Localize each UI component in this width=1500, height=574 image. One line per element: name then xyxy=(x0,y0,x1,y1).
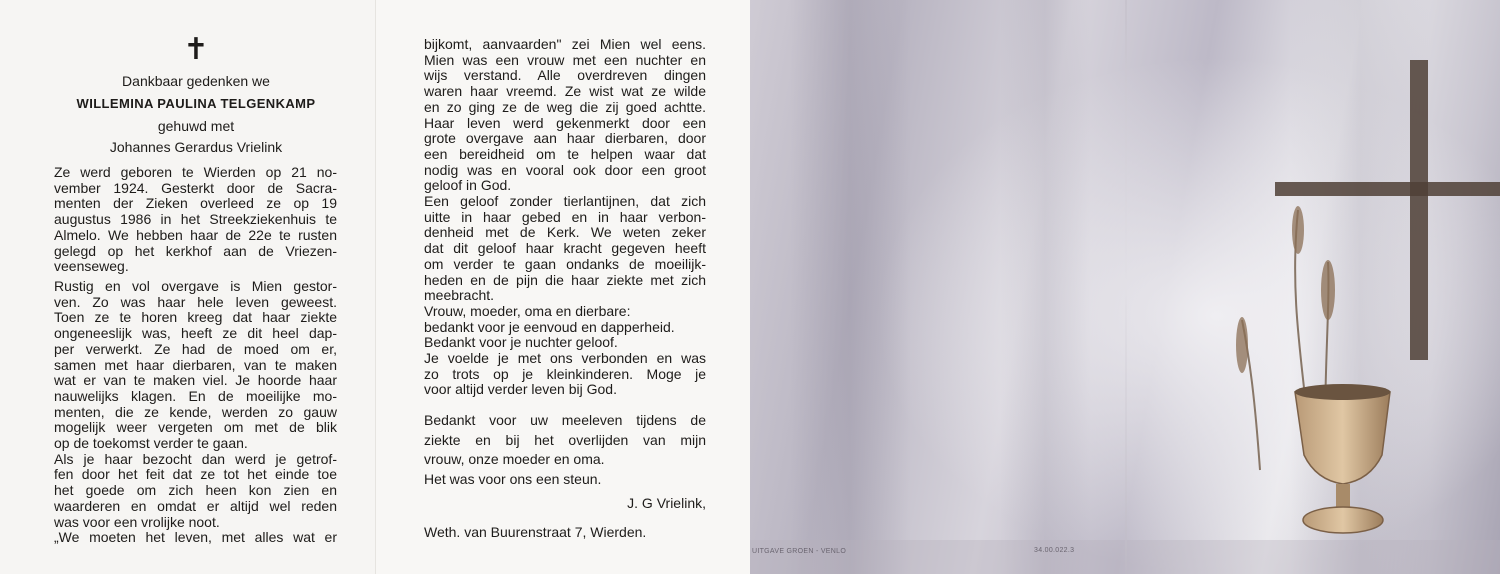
text-line: ven. Zo was haar hele leven geweest. xyxy=(54,293,337,310)
text-line: Bedankt voor je nuchter geloof. xyxy=(424,334,618,351)
text-line: was voor een vrolijke noot. xyxy=(54,513,220,530)
married-label: gehuwd met xyxy=(157,118,235,134)
text-line: Mien was een vrouw met een nuchter en xyxy=(424,51,706,68)
text-line: waren haar vreemd. Ze wist wat ze wilde xyxy=(424,83,706,100)
text-line: wijs verstand. Alle overdreven dingen xyxy=(424,67,706,84)
text-line: nodig was en vooral ook door een groot xyxy=(424,161,706,178)
product-code: 34.00.022.3 xyxy=(1034,547,1075,554)
text-line: per verwerkt. Ze had de moed om er, xyxy=(54,340,337,357)
text-line: Rustig en vol overgave is Mien gestor- xyxy=(54,278,337,294)
text-line: Als je haar bezocht dan werd je getrof- xyxy=(54,450,337,467)
text-line: voor altijd verder leven bij God. xyxy=(424,381,617,398)
text-line: Vrouw, moeder, oma en dierbare: xyxy=(424,302,631,319)
text-line: zo trots op je kleinkinderen. Moge je xyxy=(424,365,706,382)
text-line: uitte in haar gebed en in haar verbon- xyxy=(424,208,706,225)
thanks-paragraph xyxy=(424,411,706,489)
text-line: Haar leven werd gekenmerkt door een xyxy=(424,114,706,131)
text-line: nauwelijks klagen. En de moeilijke mo- xyxy=(54,387,337,404)
text-line: op de toekomst verder te gaan. xyxy=(54,435,248,452)
text-line: menten, die ze kende, werden zo gauw xyxy=(54,403,337,420)
spouse-name: Johannes Gerardus Vrielink xyxy=(109,139,283,155)
text-line: ongeneeslijk was, heeft ze dit heel dap- xyxy=(54,325,337,342)
address: Weth. van Buurenstraat 7, Wierden. xyxy=(424,524,647,540)
publisher-imprint: UITGAVE GROEN - VENLO xyxy=(752,548,847,555)
text-line: Almelo. We hebben haar de 22e te rusten xyxy=(54,226,337,243)
text-line: waarderen en omdat er altijd wel reden xyxy=(54,497,337,514)
text-line: samen met haar dierbaren, van te maken xyxy=(54,356,337,373)
text-line: Toen ze te horen kreeg dat haar ziekte xyxy=(54,309,337,326)
text-line: ziekte en bij het overlijden van mijn xyxy=(424,431,706,448)
text-line: Ze werd geboren te Wierden op 21 no- xyxy=(54,164,337,180)
text-line: heden en de pijn die haar ziekte met zich xyxy=(424,271,706,288)
right-page xyxy=(375,0,750,574)
intro-line: Dankbaar gedenken we xyxy=(122,73,270,89)
text-line: augustus 1986 in het Streekziekenhuis te xyxy=(54,211,337,228)
text-line: Een geloof zonder tierlantijnen, dat zich xyxy=(424,193,706,210)
text-line: bijkomt, aanvaarden" zei Mien wel eens. xyxy=(424,36,706,52)
cross-vertical-beam xyxy=(1410,60,1428,360)
text-line: het goede om zich heen kon zien en xyxy=(54,482,337,499)
text-line: een bereidheid om te helpen waar dat xyxy=(424,145,706,162)
text-line: „We moeten het leven, met alles wat er xyxy=(54,529,337,546)
text-line: dat dit geloof haar kracht gegeven heeft xyxy=(424,240,706,257)
text-line: vember 1924. Gesterkt door de Sacra- xyxy=(54,179,337,196)
text-line: mogelijk weer vergeten om met de blik xyxy=(54,419,337,436)
text-line: Het was voor ons een steun. xyxy=(424,470,602,487)
text-line: denheid met de Kerk. We weten zeker xyxy=(424,224,706,241)
text-line: veenseweg. xyxy=(54,258,129,275)
biography-paragraph xyxy=(54,165,337,275)
cross-symbol: ✝ xyxy=(183,32,209,67)
text-line: Je voelde je met ons verbonden en was xyxy=(424,350,706,367)
text-line: menten der Zieken overleed ze op 19 xyxy=(54,195,337,212)
text-line: grote overgave aan haar dierbaren, door xyxy=(424,130,706,147)
chalice-base xyxy=(1303,507,1383,533)
text-line: om verder te gaan ondanks de moeilijk- xyxy=(424,255,706,272)
tribute-continued xyxy=(424,37,706,398)
signature: J. G Vrielink, xyxy=(627,495,706,511)
text-line: en zo ging ze de weg die zij goed achtte. xyxy=(424,98,706,115)
text-line: Bedankt voor uw meeleven tijdens de xyxy=(424,412,706,428)
text-line: meebracht. xyxy=(424,287,495,304)
text-line: gelegd op het kerkhof aan de Vriezen- xyxy=(54,242,337,259)
left-page xyxy=(0,0,375,574)
text-line: fen door het feit dat ze tot het einde toe xyxy=(54,466,337,483)
deceased-name: WILLEMINA PAULINA TELGENKAMP xyxy=(76,96,316,111)
cross-horizontal-beam xyxy=(1275,182,1500,196)
text-line: geloof in God. xyxy=(424,177,512,194)
text-line: bedankt voor je eenvoud en dapperheid. xyxy=(424,318,675,335)
card-fold xyxy=(1125,0,1127,574)
tribute-paragraph xyxy=(54,279,337,546)
text-line: wat er van te maken viel. Je hoorde haar xyxy=(54,372,337,389)
text-line: vrouw, onze moeder en oma. xyxy=(424,451,605,467)
